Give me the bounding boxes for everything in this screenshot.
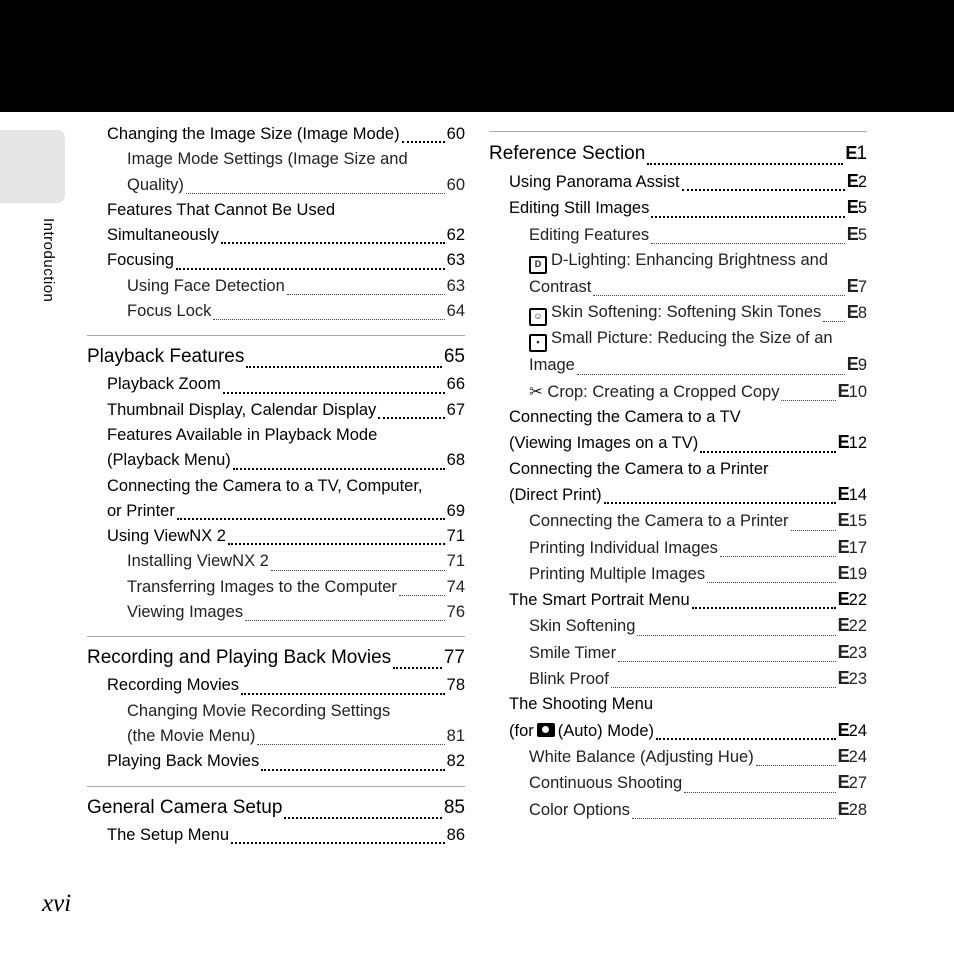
reference-section-icon: E bbox=[837, 798, 848, 819]
toc-entry[interactable]: Transferring Images to the Computer 74 bbox=[127, 577, 465, 596]
toc-entry[interactable]: Recording Movies 78 bbox=[107, 676, 465, 695]
toc-entry[interactable]: Skin Softening E22 bbox=[489, 613, 867, 639]
page-number: xvi bbox=[42, 890, 72, 917]
toc-entry-line1[interactable]: ▪ Small Picture: Reducing the Size of an bbox=[489, 326, 867, 352]
toc-entry[interactable]: Connecting the Camera to a Printer E15 bbox=[489, 508, 867, 534]
toc-entry[interactable]: (Direct Print) E14 bbox=[489, 482, 867, 508]
d-lighting-icon: D bbox=[529, 256, 547, 274]
reference-section-icon: E bbox=[837, 745, 848, 766]
reference-section-icon: E bbox=[846, 302, 857, 323]
reference-section-icon: E bbox=[846, 223, 857, 244]
toc-section-heading[interactable]: Recording and Playing Back Movies 77 bbox=[87, 647, 465, 669]
toc-entry[interactable]: Smile Timer E23 bbox=[489, 640, 867, 666]
toc-entry-line1[interactable]: Features That Cannot Be Used bbox=[107, 200, 336, 219]
reference-section-icon: E bbox=[837, 615, 848, 636]
toc-section-image-mode bbox=[87, 122, 465, 324]
toc-right-column bbox=[489, 131, 867, 823]
toc-entry[interactable]: Editing Still Images E5 bbox=[489, 195, 867, 221]
toc-entry[interactable]: (Viewing Images on a TV) E12 bbox=[489, 430, 867, 456]
crop-icon: ✂ bbox=[529, 382, 548, 401]
toc-entry[interactable]: Changing the Image Size (Image Mode) 60 bbox=[107, 125, 465, 143]
toc-entry[interactable]: The Setup Menu 86 bbox=[107, 825, 465, 844]
toc-entry[interactable]: White Balance (Adjusting Hue) E24 bbox=[489, 744, 867, 770]
toc-entry-line1[interactable]: Connecting the Camera to a Printer bbox=[509, 459, 769, 478]
toc-entry[interactable]: Color Options E28 bbox=[489, 797, 867, 823]
toc-section-heading[interactable]: Reference Section E1 bbox=[489, 138, 867, 169]
toc-entry[interactable]: Playing Back Movies 82 bbox=[107, 752, 465, 771]
toc-entry[interactable]: Focus Lock 64 bbox=[127, 302, 465, 321]
reference-section-icon: E bbox=[837, 380, 848, 401]
section-tab[interactable] bbox=[0, 130, 65, 203]
toc-entry[interactable]: Editing Features E5 bbox=[489, 222, 867, 248]
reference-section-icon: E bbox=[846, 354, 857, 375]
toc-entry[interactable]: (Playback Menu) 68 bbox=[107, 451, 465, 470]
toc-entry-line1[interactable]: The Shooting Menu bbox=[509, 695, 654, 714]
toc-entry[interactable]: Contrast E7 bbox=[489, 274, 867, 300]
reference-section-icon: E bbox=[837, 772, 848, 793]
reference-section-icon: E bbox=[846, 197, 857, 218]
toc-section-heading[interactable]: General Camera Setup 85 bbox=[87, 796, 465, 818]
toc-section-heading[interactable]: Playback Features 65 bbox=[87, 346, 465, 368]
reference-section-icon: E bbox=[846, 275, 857, 296]
reference-section-icon: E bbox=[837, 589, 848, 610]
toc-entry[interactable]: Installing ViewNX 2 71 bbox=[127, 552, 465, 571]
toc-entry[interactable]: Continuous Shooting E27 bbox=[489, 770, 867, 796]
toc-entry[interactable]: Quality) 60 bbox=[127, 175, 465, 194]
reference-section-icon: E bbox=[837, 483, 848, 504]
toc-entry[interactable]: Image E9 bbox=[489, 352, 867, 378]
toc-section-playback bbox=[87, 335, 465, 625]
toc-entry-line1[interactable]: Features Available in Playback Mode bbox=[107, 425, 378, 444]
toc-entry[interactable]: Thumbnail Display, Calendar Display 67 bbox=[107, 400, 465, 419]
toc-entry[interactable]: Simultaneously 62 bbox=[107, 226, 465, 245]
toc-entry[interactable]: Focusing 63 bbox=[107, 251, 465, 270]
reference-section-icon: E bbox=[837, 432, 848, 453]
reference-section-icon: E bbox=[837, 562, 848, 583]
toc-entry[interactable]: Printing Individual Images E17 bbox=[489, 535, 867, 561]
reference-section-icon: E bbox=[837, 719, 848, 740]
toc-entry[interactable]: Playback Zoom 66 bbox=[107, 375, 465, 394]
toc-entry[interactable]: Using ViewNX 2 71 bbox=[107, 527, 465, 546]
small-picture-icon: ▪ bbox=[529, 334, 547, 352]
camera-icon bbox=[537, 723, 555, 737]
reference-section-icon: E bbox=[845, 143, 856, 163]
toc-entry[interactable]: ☺ Skin Softening: Softening Skin Tones E8 bbox=[489, 300, 867, 326]
toc-entry[interactable]: Using Face Detection 63 bbox=[127, 276, 465, 295]
reference-section-icon: E bbox=[837, 641, 848, 662]
toc-entry[interactable]: Viewing Images 76 bbox=[127, 603, 465, 622]
skin-softening-icon: ☺ bbox=[529, 308, 547, 326]
toc-entry[interactable]: Using Panorama Assist E2 bbox=[489, 169, 867, 195]
toc-entry-line1[interactable]: Changing Movie Recording Settings bbox=[127, 701, 391, 720]
toc-entry[interactable]: Printing Multiple Images E19 bbox=[489, 561, 867, 587]
header-bar bbox=[0, 0, 954, 112]
section-tab-label: Introduction bbox=[40, 218, 57, 303]
toc-entry[interactable]: (the Movie Menu) 81 bbox=[127, 726, 465, 745]
toc-entry-line1[interactable]: Connecting the Camera to a TV bbox=[509, 408, 741, 427]
reference-section-icon: E bbox=[846, 171, 857, 191]
toc-entry[interactable]: or Printer 69 bbox=[107, 501, 465, 520]
toc-entry-line1[interactable]: D D-Lighting: Enhancing Brightness and bbox=[489, 248, 867, 274]
reference-section-icon: E bbox=[837, 668, 848, 689]
toc-entry-line1[interactable]: Image Mode Settings (Image Size and bbox=[127, 150, 408, 169]
toc-entry[interactable]: Blink Proof E23 bbox=[489, 666, 867, 692]
toc-left-column bbox=[87, 122, 465, 848]
toc-entry[interactable]: ✂ Crop: Creating a Cropped Copy E10 bbox=[489, 379, 867, 405]
reference-section-icon: E bbox=[837, 510, 848, 531]
toc-entry-line1[interactable]: Connecting the Camera to a TV, Computer, bbox=[107, 476, 423, 495]
toc-section-movies bbox=[87, 636, 465, 774]
reference-section-icon: E bbox=[837, 536, 848, 557]
toc-section-setup bbox=[87, 786, 465, 848]
toc-entry[interactable]: (for (Auto) Mode) E24 bbox=[489, 718, 867, 744]
toc-entry[interactable]: The Smart Portrait Menu E22 bbox=[489, 587, 867, 613]
